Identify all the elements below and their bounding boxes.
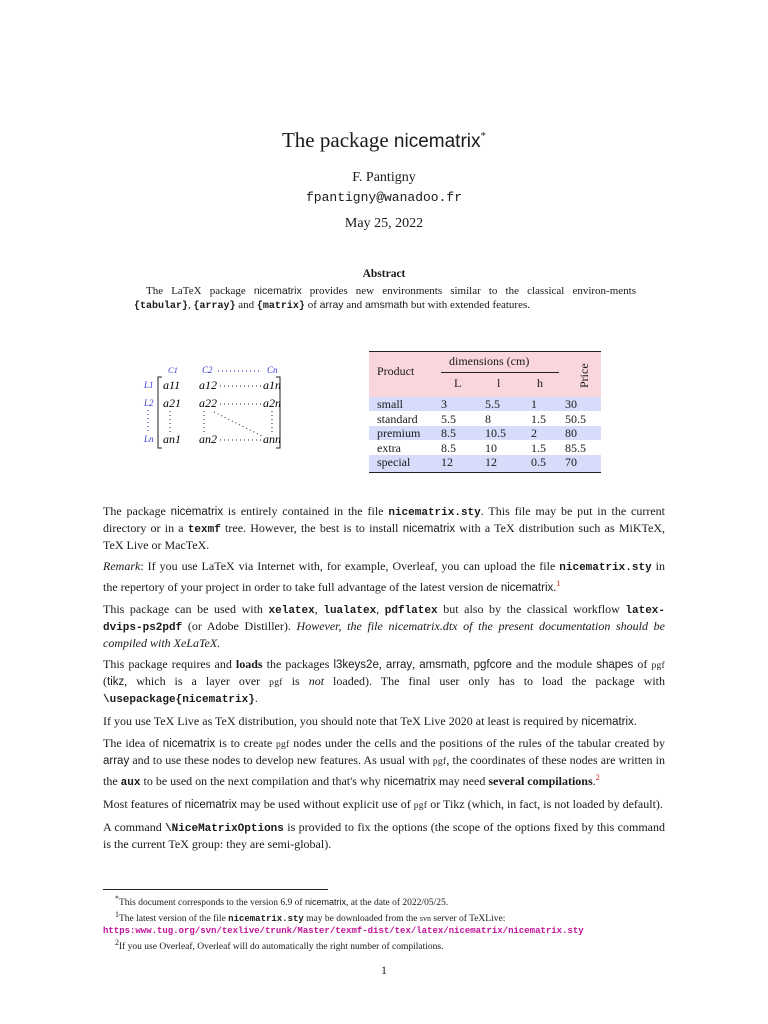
text-run: . (553, 580, 557, 594)
package-name: array (103, 755, 130, 767)
text-run: Most features of (103, 797, 185, 811)
footnote (103, 909, 665, 925)
abstract-pkg: nicematrix (253, 285, 302, 297)
table-cell-product: standard (377, 411, 418, 426)
footnote-mark: 2 (115, 938, 119, 948)
footnote-mark: * (115, 894, 119, 903)
table-cell: 5.5 (441, 411, 456, 426)
abstract-run: of (304, 299, 320, 311)
footnote (103, 937, 665, 953)
footnotes (103, 893, 665, 953)
table-cell: 3 (441, 397, 447, 411)
emphasis-text: not (308, 674, 325, 688)
smallcaps-pgf: pgf (269, 678, 283, 688)
matrix-dots (214, 412, 262, 436)
matrix-cell: an1 (163, 432, 181, 446)
abstract-env: {array} (193, 301, 236, 312)
text-run: with a TeX distribution such as MiKTeX, TeX Live or MacTeX. (103, 521, 665, 552)
text-run: ( (103, 674, 107, 688)
text-run: This package can be used with (103, 602, 269, 616)
text-run: nodes under the cells and the positions of the rules of the tabular created by (289, 736, 666, 750)
text-run: The package (103, 504, 171, 518)
title-footnote-mark: * (480, 130, 486, 142)
package-name: nicematrix (304, 897, 346, 908)
code-word: aux (120, 777, 141, 789)
package-name: shapes (596, 659, 634, 671)
date: May 25, 2022 (344, 216, 424, 231)
table-header-product: Product (377, 364, 415, 378)
table-cell: 5.5 (485, 397, 500, 411)
abstract-heading: Abstract (362, 268, 406, 280)
table-header-l: l (497, 376, 501, 390)
matrix-cell: an2 (199, 432, 217, 446)
abstract-text (134, 284, 636, 314)
matrix-cell: a22 (199, 396, 217, 410)
code-word: \usepackage{nicematrix} (103, 694, 255, 706)
paragraph (103, 504, 665, 553)
text-run: is provided to fix the options (the scope of the options fixed by this command is the current TeX group: they are semi-global). (103, 820, 666, 851)
matrix-row-label: L2 (144, 398, 154, 408)
body-text (103, 504, 665, 858)
table-cell-product: small (377, 397, 403, 411)
table-cell: 30 (565, 397, 577, 411)
text-run: and to use these nodes to develop new features. As usual with (129, 753, 433, 767)
text-run: , which is a layer over (124, 674, 270, 688)
bold-text: several compilations (488, 774, 593, 788)
matrix-col-label: C1 (168, 365, 178, 375)
title-text: The package (281, 128, 394, 152)
matrix-cell: a2n (263, 396, 281, 410)
abstract-run: but with extended features. (408, 299, 531, 311)
emphasis-text: However, the file nicematrix.dtx of the present documentation should be compiled with XeLaTeX. (103, 619, 665, 650)
text-run: , (466, 657, 474, 671)
abstract-pkg: amsmath (364, 299, 409, 311)
table-header-L: L (454, 376, 462, 390)
bold-text: loads (235, 657, 263, 671)
package-name: nicematrix (184, 799, 238, 811)
table-cell: 12 (485, 455, 497, 469)
matrix-col-label: C2 (202, 365, 213, 375)
text-run: may be used without explicit use of (237, 797, 414, 811)
remark-label: Remark (103, 559, 141, 573)
table-cell: 0.5 (531, 455, 546, 469)
text-run: , (378, 657, 386, 671)
package-name: nicematrix (402, 523, 456, 535)
author-email: fpantigny@wanadoo.fr (305, 190, 463, 205)
package-name: pgfcore (473, 659, 512, 671)
table-cell: 8.5 (441, 440, 456, 455)
table-cell: 1.5 (531, 440, 546, 455)
text-run: server of TeXLive: (431, 914, 506, 925)
table-cell: 8 (485, 411, 491, 426)
table-cell: 12 (441, 455, 453, 469)
paragraph (103, 559, 665, 596)
table-header-rule (441, 372, 559, 373)
matrix-figure (140, 362, 300, 454)
footnote-link[interactable]: 1 (556, 579, 561, 588)
text-run: , (412, 657, 420, 671)
package-name: nicematrix (500, 582, 554, 594)
author: F. Pantigny (352, 170, 416, 185)
table-cell: 50.5 (565, 411, 586, 426)
smallcaps-pgf: pgf (651, 661, 666, 671)
package-name: nicematrix (162, 738, 216, 750)
package-name: nicematrix (581, 716, 634, 728)
abstract-run: and (343, 299, 365, 311)
paragraph (103, 714, 665, 730)
footnote-mark: 1 (115, 910, 119, 920)
file-name: nicematrix.sty (228, 914, 304, 925)
products-table (369, 351, 601, 473)
footnote (103, 893, 665, 909)
table-header-dimensions: dimensions (cm) (449, 354, 530, 368)
text-run: : If you use LaTeX via Internet with, for example, Overleaf, you can upload the file (140, 559, 560, 573)
matrix-cell: a12 (199, 378, 217, 392)
paragraph (103, 657, 665, 708)
smallcaps-pgf: pgf (275, 740, 290, 750)
text-run: . (633, 714, 637, 728)
footnote-link[interactable]: 2 (595, 773, 600, 782)
text-run: . (254, 691, 258, 705)
paragraph (103, 602, 665, 651)
code-word: lualatex (323, 605, 377, 617)
code-word: pdflatex (384, 605, 438, 617)
table-cell: 70 (565, 455, 577, 469)
smallcaps-svn: svn (419, 914, 431, 924)
abstract-run: and (235, 299, 257, 311)
abstract-pkg: array (319, 299, 344, 311)
table-cell: 10 (485, 440, 497, 455)
package-name: amsmath (419, 659, 467, 671)
file-name: nicematrix.sty (388, 507, 481, 519)
abstract-env: {tabular} (134, 301, 189, 312)
text-run: The latest version of the file (118, 914, 229, 925)
table-cell: 1 (531, 397, 537, 411)
text-run: If you use Overleaf, Overleaf will do automatically the right number of compilations. (118, 942, 444, 953)
table-cell-product: extra (377, 440, 401, 455)
text-run: and the module (511, 657, 597, 671)
paragraph (103, 820, 665, 852)
text-run: in the repertory of your project in order to take full advantage of the latest version de (103, 559, 665, 594)
matrix-row-label: Ln (144, 434, 154, 444)
package-name: nicematrix (170, 506, 224, 518)
code-word: \NiceMatrixOptions (165, 823, 284, 835)
text-run: may be downloaded from the (303, 914, 420, 925)
table-cell: 8.5 (441, 426, 456, 440)
text-run: . This file may be put in the current directory or in a (103, 504, 665, 535)
matrix-row-label: L1 (144, 380, 154, 390)
table-header-h: h (537, 376, 543, 390)
text-run: tree. However, the best is to install (220, 521, 403, 535)
matrix-cell: a1n (263, 378, 281, 392)
text-run: This document corresponds to the version 6.9 of (118, 898, 305, 909)
text-run: , (376, 602, 385, 616)
code-word: xelatex (268, 605, 315, 617)
text-run: A command (103, 820, 166, 834)
text-run: is to create (215, 736, 276, 750)
title-package-name: nicematrix (393, 131, 481, 152)
code-word: latex-dvips-ps2pdf (103, 605, 666, 634)
table-cell-product: special (377, 455, 411, 469)
page-number: 1 (381, 963, 387, 977)
text-run: may need (436, 774, 489, 788)
paragraph (103, 797, 665, 814)
code-word: texmf (187, 524, 221, 536)
text-run: is (282, 674, 309, 688)
text-run: loaded). The final user only has to load the package with (324, 674, 665, 688)
text-run: the packages (262, 657, 334, 671)
text-run: , the coordinates of these nodes are written in the (103, 753, 666, 788)
text-run: of (633, 657, 652, 671)
matrix-cell: a21 (163, 396, 181, 410)
matrix-left-bracket (158, 377, 162, 448)
text-run: The idea of (103, 736, 163, 750)
abstract-env: {matrix} (256, 301, 305, 312)
text-run: , at the date of 2022/05/25. (345, 898, 449, 909)
package-name: tikz (107, 676, 125, 688)
table-cell-product: premium (377, 426, 421, 440)
text-run: to be used on the next compilation and that's why (140, 774, 384, 788)
text-run: , (314, 602, 324, 616)
smallcaps-pgf: pgf (432, 757, 447, 767)
abstract-run: , (188, 299, 194, 311)
table-cell: 10.5 (485, 426, 506, 440)
document-title (0, 128, 768, 153)
text-run: is entirely contained in the file (223, 504, 389, 518)
table-cell: 80 (565, 426, 577, 440)
table-cell: 85.5 (565, 440, 586, 455)
footnote-rule (103, 889, 328, 890)
svn-url-link[interactable]: https:www.tug.org/svn/texlive/trunk/Master/texmf-dist/tex/latex/nicematrix/nicematrix.sty (103, 926, 584, 937)
text-run: (or Adobe Distiller). (182, 619, 297, 633)
text-run: If you use TeX Live as TeX distribution, you should note that TeX Live 2020 at least is required by (103, 714, 582, 728)
package-name: nicematrix (383, 776, 437, 788)
matrix-cell: ann (263, 432, 281, 446)
text-run: or Tikz (which, in fact, is not loaded by default). (427, 797, 663, 811)
matrix-col-label: Cn (267, 365, 278, 375)
package-name: array (385, 659, 413, 671)
table-cell: 1.5 (531, 411, 546, 426)
package-name: l3keys2e (333, 659, 379, 671)
table-cell: 2 (531, 426, 537, 440)
file-name: nicematrix.sty (559, 562, 652, 574)
abstract-run: provides new environments similar to the classical environ-ments (301, 285, 636, 297)
text-run: . (592, 774, 596, 788)
paragraph (103, 736, 665, 791)
abstract-run: The LaTeX package (146, 285, 254, 297)
text-run: This package requires and (103, 657, 236, 671)
matrix-cell: a11 (163, 378, 181, 392)
text-run: but also by the classical workflow (437, 602, 626, 616)
smallcaps-pgf: pgf (413, 801, 428, 811)
table-header-price: Price (577, 363, 591, 388)
